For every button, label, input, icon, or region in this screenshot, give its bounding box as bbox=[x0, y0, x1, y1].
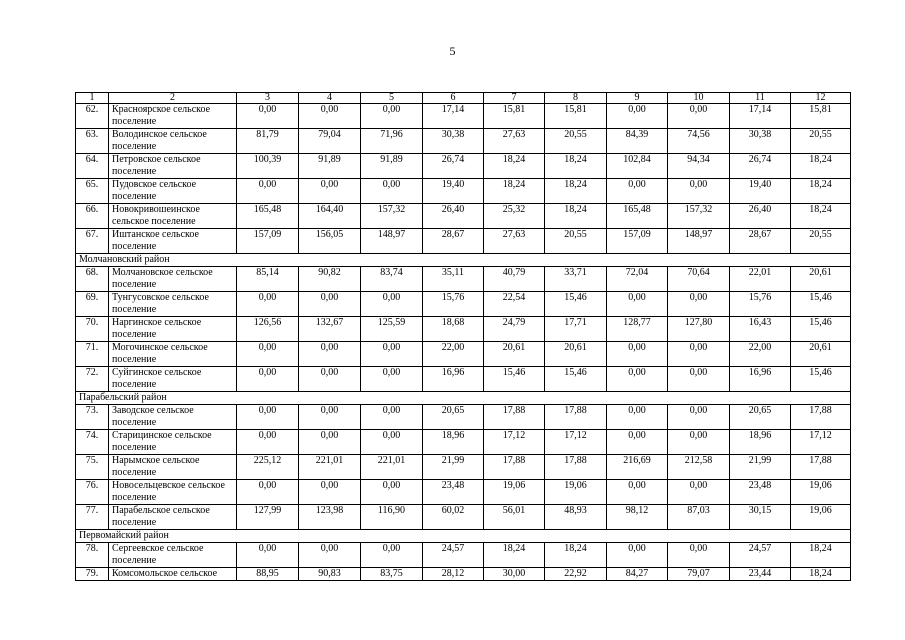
value-col-5: 71,96 bbox=[361, 129, 423, 154]
table-row bbox=[76, 505, 851, 530]
value-col-3: 81,79 bbox=[237, 129, 299, 154]
value-col-9: 165,48 bbox=[607, 204, 668, 229]
table-row bbox=[76, 568, 851, 581]
value-col-5: 148,97 bbox=[361, 229, 423, 254]
value-col-11: 18,96 bbox=[730, 430, 791, 455]
value-col-7: 18,24 bbox=[484, 154, 545, 179]
value-col-5: 0,00 bbox=[361, 104, 423, 129]
settlement-name: Новокривошеинское сельское поселение bbox=[109, 204, 237, 229]
header-cell-9: 9 bbox=[607, 93, 668, 104]
value-col-3: 157,09 bbox=[237, 229, 299, 254]
value-col-7: 56,01 bbox=[484, 505, 545, 530]
value-col-12: 20,61 bbox=[791, 267, 851, 292]
table-row bbox=[76, 367, 851, 392]
value-col-10: 212,58 bbox=[668, 455, 730, 480]
value-col-10: 74,56 bbox=[668, 129, 730, 154]
value-col-4: 0,00 bbox=[299, 543, 361, 568]
district-row bbox=[76, 530, 851, 543]
value-col-8: 15,46 bbox=[545, 367, 607, 392]
value-col-8: 17,88 bbox=[545, 455, 607, 480]
value-col-3: 0,00 bbox=[237, 342, 299, 367]
value-col-6: 26,40 bbox=[423, 204, 484, 229]
value-col-9: 216,69 bbox=[607, 455, 668, 480]
value-col-11: 24,57 bbox=[730, 543, 791, 568]
settlement-name: Молчановское сельское поселение bbox=[109, 267, 237, 292]
value-col-12: 19,06 bbox=[791, 505, 851, 530]
value-col-3: 0,00 bbox=[237, 543, 299, 568]
table-row bbox=[76, 480, 851, 505]
value-col-11: 17,14 bbox=[730, 104, 791, 129]
value-col-10: 157,32 bbox=[668, 204, 730, 229]
value-col-5: 157,32 bbox=[361, 204, 423, 229]
value-col-7: 17,88 bbox=[484, 455, 545, 480]
value-col-6: 18,68 bbox=[423, 317, 484, 342]
value-col-8: 33,71 bbox=[545, 267, 607, 292]
value-col-9: 0,00 bbox=[607, 179, 668, 204]
row-number: 67. bbox=[76, 229, 109, 254]
row-number: 71. bbox=[76, 342, 109, 367]
value-col-8: 48,93 bbox=[545, 505, 607, 530]
data-table bbox=[75, 92, 851, 581]
header-cell-7: 7 bbox=[484, 93, 545, 104]
value-col-5: 0,00 bbox=[361, 543, 423, 568]
value-col-8: 20,55 bbox=[545, 129, 607, 154]
value-col-11: 15,76 bbox=[730, 292, 791, 317]
value-col-5: 0,00 bbox=[361, 405, 423, 430]
value-col-12: 15,81 bbox=[791, 104, 851, 129]
row-number: 79. bbox=[76, 568, 109, 581]
value-col-7: 24,79 bbox=[484, 317, 545, 342]
settlement-name: Комсомольское сельское bbox=[109, 568, 237, 581]
value-col-4: 0,00 bbox=[299, 179, 361, 204]
value-col-7: 17,88 bbox=[484, 405, 545, 430]
value-col-4: 0,00 bbox=[299, 405, 361, 430]
settlement-name: Наргинское сельское поселение bbox=[109, 317, 237, 342]
value-col-12: 18,24 bbox=[791, 154, 851, 179]
value-col-11: 20,65 bbox=[730, 405, 791, 430]
value-col-3: 225,12 bbox=[237, 455, 299, 480]
table-row bbox=[76, 204, 851, 229]
value-col-8: 18,24 bbox=[545, 154, 607, 179]
value-col-11: 26,40 bbox=[730, 204, 791, 229]
settlement-name: Пудовское сельское поселение bbox=[109, 179, 237, 204]
value-col-3: 127,99 bbox=[237, 505, 299, 530]
value-col-3: 0,00 bbox=[237, 430, 299, 455]
value-col-10: 70,64 bbox=[668, 267, 730, 292]
value-col-7: 20,61 bbox=[484, 342, 545, 367]
district-name: Молчановский район bbox=[76, 254, 851, 267]
value-col-7: 19,06 bbox=[484, 480, 545, 505]
value-col-6: 23,48 bbox=[423, 480, 484, 505]
value-col-9: 128,77 bbox=[607, 317, 668, 342]
row-number: 70. bbox=[76, 317, 109, 342]
district-name: Парабельский район bbox=[76, 392, 851, 405]
row-number: 62. bbox=[76, 104, 109, 129]
settlement-name: Сергеевское сельское поселение bbox=[109, 543, 237, 568]
value-col-4: 0,00 bbox=[299, 430, 361, 455]
value-col-7: 18,24 bbox=[484, 179, 545, 204]
value-col-7: 15,46 bbox=[484, 367, 545, 392]
value-col-4: 123,98 bbox=[299, 505, 361, 530]
value-col-3: 165,48 bbox=[237, 204, 299, 229]
settlement-name: Володинское сельское поселение bbox=[109, 129, 237, 154]
value-col-11: 21,99 bbox=[730, 455, 791, 480]
value-col-9: 102,84 bbox=[607, 154, 668, 179]
table-row bbox=[76, 342, 851, 367]
district-row bbox=[76, 392, 851, 405]
header-cell-10: 10 bbox=[668, 93, 730, 104]
value-col-4: 221,01 bbox=[299, 455, 361, 480]
value-col-3: 0,00 bbox=[237, 367, 299, 392]
value-col-12: 17,12 bbox=[791, 430, 851, 455]
row-number: 72. bbox=[76, 367, 109, 392]
value-col-3: 0,00 bbox=[237, 104, 299, 129]
value-col-6: 30,38 bbox=[423, 129, 484, 154]
settlement-name: Заводское сельское поселение bbox=[109, 405, 237, 430]
value-col-8: 17,71 bbox=[545, 317, 607, 342]
value-col-6: 22,00 bbox=[423, 342, 484, 367]
value-col-5: 83,74 bbox=[361, 267, 423, 292]
value-col-3: 0,00 bbox=[237, 480, 299, 505]
page-number: 5 bbox=[449, 44, 456, 58]
value-col-7: 22,54 bbox=[484, 292, 545, 317]
value-col-3: 0,00 bbox=[237, 405, 299, 430]
value-col-12: 15,46 bbox=[791, 292, 851, 317]
value-col-6: 26,74 bbox=[423, 154, 484, 179]
district-name: Первомайский район bbox=[76, 530, 851, 543]
value-col-7: 27,63 bbox=[484, 129, 545, 154]
value-col-9: 84,39 bbox=[607, 129, 668, 154]
row-number: 78. bbox=[76, 543, 109, 568]
value-col-12: 15,46 bbox=[791, 367, 851, 392]
value-col-10: 87,03 bbox=[668, 505, 730, 530]
value-col-11: 30,15 bbox=[730, 505, 791, 530]
value-col-6: 17,14 bbox=[423, 104, 484, 129]
value-col-10: 0,00 bbox=[668, 480, 730, 505]
value-col-7: 40,79 bbox=[484, 267, 545, 292]
value-col-4: 91,89 bbox=[299, 154, 361, 179]
value-col-3: 88,95 bbox=[237, 568, 299, 581]
district-row bbox=[76, 254, 851, 267]
value-col-8: 15,46 bbox=[545, 292, 607, 317]
value-col-8: 18,24 bbox=[545, 204, 607, 229]
value-col-6: 15,76 bbox=[423, 292, 484, 317]
value-col-8: 20,55 bbox=[545, 229, 607, 254]
value-col-6: 28,12 bbox=[423, 568, 484, 581]
value-col-11: 23,44 bbox=[730, 568, 791, 581]
value-col-8: 18,24 bbox=[545, 543, 607, 568]
value-col-4: 90,82 bbox=[299, 267, 361, 292]
value-col-3: 0,00 bbox=[237, 292, 299, 317]
table-row bbox=[76, 104, 851, 129]
row-number: 74. bbox=[76, 430, 109, 455]
value-col-6: 21,99 bbox=[423, 455, 484, 480]
value-col-9: 157,09 bbox=[607, 229, 668, 254]
value-col-12: 19,06 bbox=[791, 480, 851, 505]
value-col-4: 0,00 bbox=[299, 367, 361, 392]
table-row bbox=[76, 229, 851, 254]
value-col-9: 72,04 bbox=[607, 267, 668, 292]
value-col-5: 83,75 bbox=[361, 568, 423, 581]
value-col-12: 20,55 bbox=[791, 229, 851, 254]
value-col-10: 79,07 bbox=[668, 568, 730, 581]
row-number: 63. bbox=[76, 129, 109, 154]
value-col-10: 0,00 bbox=[668, 179, 730, 204]
value-col-10: 0,00 bbox=[668, 342, 730, 367]
value-col-12: 18,24 bbox=[791, 568, 851, 581]
value-col-12: 20,55 bbox=[791, 129, 851, 154]
value-col-10: 0,00 bbox=[668, 292, 730, 317]
value-col-9: 0,00 bbox=[607, 342, 668, 367]
value-col-11: 16,96 bbox=[730, 367, 791, 392]
table-row bbox=[76, 317, 851, 342]
value-col-11: 28,67 bbox=[730, 229, 791, 254]
row-number: 69. bbox=[76, 292, 109, 317]
value-col-11: 19,40 bbox=[730, 179, 791, 204]
value-col-10: 0,00 bbox=[668, 405, 730, 430]
value-col-9: 0,00 bbox=[607, 405, 668, 430]
row-number: 65. bbox=[76, 179, 109, 204]
value-col-12: 18,24 bbox=[791, 179, 851, 204]
value-col-11: 16,43 bbox=[730, 317, 791, 342]
value-col-4: 0,00 bbox=[299, 292, 361, 317]
value-col-9: 84,27 bbox=[607, 568, 668, 581]
value-col-7: 27,63 bbox=[484, 229, 545, 254]
value-col-4: 0,00 bbox=[299, 104, 361, 129]
value-col-9: 0,00 bbox=[607, 543, 668, 568]
value-col-5: 0,00 bbox=[361, 292, 423, 317]
value-col-3: 0,00 bbox=[237, 179, 299, 204]
value-col-10: 0,00 bbox=[668, 367, 730, 392]
value-col-8: 22,92 bbox=[545, 568, 607, 581]
value-col-6: 20,65 bbox=[423, 405, 484, 430]
value-col-8: 17,12 bbox=[545, 430, 607, 455]
value-col-4: 164,40 bbox=[299, 204, 361, 229]
value-col-5: 91,89 bbox=[361, 154, 423, 179]
table-row bbox=[76, 292, 851, 317]
value-col-12: 17,88 bbox=[791, 455, 851, 480]
row-number: 66. bbox=[76, 204, 109, 229]
header-cell-11: 11 bbox=[730, 93, 791, 104]
value-col-5: 125,59 bbox=[361, 317, 423, 342]
header-cell-6: 6 bbox=[423, 93, 484, 104]
value-col-5: 116,90 bbox=[361, 505, 423, 530]
value-col-4: 156,05 bbox=[299, 229, 361, 254]
value-col-8: 15,81 bbox=[545, 104, 607, 129]
value-col-12: 18,24 bbox=[791, 543, 851, 568]
value-col-7: 30,00 bbox=[484, 568, 545, 581]
header-cell-8: 8 bbox=[545, 93, 607, 104]
value-col-4: 79,04 bbox=[299, 129, 361, 154]
value-col-6: 35,11 bbox=[423, 267, 484, 292]
value-col-11: 22,01 bbox=[730, 267, 791, 292]
table-row bbox=[76, 405, 851, 430]
value-col-11: 23,48 bbox=[730, 480, 791, 505]
row-number: 77. bbox=[76, 505, 109, 530]
value-col-12: 20,61 bbox=[791, 342, 851, 367]
settlement-name: Суйгинское сельское поселение bbox=[109, 367, 237, 392]
value-col-10: 0,00 bbox=[668, 104, 730, 129]
row-number: 75. bbox=[76, 455, 109, 480]
value-col-8: 19,06 bbox=[545, 480, 607, 505]
settlement-name: Иштанское сельское поселение bbox=[109, 229, 237, 254]
value-col-3: 100,39 bbox=[237, 154, 299, 179]
table-row bbox=[76, 179, 851, 204]
header-cell-5: 5 bbox=[361, 93, 423, 104]
value-col-11: 22,00 bbox=[730, 342, 791, 367]
value-col-5: 0,00 bbox=[361, 480, 423, 505]
value-col-6: 24,57 bbox=[423, 543, 484, 568]
value-col-7: 17,12 bbox=[484, 430, 545, 455]
value-col-10: 94,34 bbox=[668, 154, 730, 179]
settlement-name: Парабельское сельское поселение bbox=[109, 505, 237, 530]
value-col-9: 0,00 bbox=[607, 292, 668, 317]
value-col-5: 221,01 bbox=[361, 455, 423, 480]
row-number: 73. bbox=[76, 405, 109, 430]
value-col-4: 90,83 bbox=[299, 568, 361, 581]
value-col-11: 30,38 bbox=[730, 129, 791, 154]
value-col-6: 18,96 bbox=[423, 430, 484, 455]
value-col-4: 0,00 bbox=[299, 480, 361, 505]
value-col-6: 60,02 bbox=[423, 505, 484, 530]
row-number: 68. bbox=[76, 267, 109, 292]
header-cell-3: 3 bbox=[237, 93, 299, 104]
value-col-12: 17,88 bbox=[791, 405, 851, 430]
value-col-5: 0,00 bbox=[361, 367, 423, 392]
value-col-7: 15,81 bbox=[484, 104, 545, 129]
value-col-10: 127,80 bbox=[668, 317, 730, 342]
value-col-10: 0,00 bbox=[668, 543, 730, 568]
header-cell-1: 1 bbox=[76, 93, 109, 104]
settlement-name: Нарымское сельское поселение bbox=[109, 455, 237, 480]
value-col-8: 18,24 bbox=[545, 179, 607, 204]
value-col-9: 98,12 bbox=[607, 505, 668, 530]
value-col-12: 18,24 bbox=[791, 204, 851, 229]
header-row bbox=[76, 93, 851, 104]
header-cell-2: 2 bbox=[109, 93, 237, 104]
value-col-6: 16,96 bbox=[423, 367, 484, 392]
value-col-5: 0,00 bbox=[361, 179, 423, 204]
table-row bbox=[76, 430, 851, 455]
header-cell-4: 4 bbox=[299, 93, 361, 104]
value-col-9: 0,00 bbox=[607, 480, 668, 505]
value-col-7: 18,24 bbox=[484, 543, 545, 568]
value-col-11: 26,74 bbox=[730, 154, 791, 179]
row-number: 76. bbox=[76, 480, 109, 505]
value-col-6: 19,40 bbox=[423, 179, 484, 204]
table-row bbox=[76, 129, 851, 154]
value-col-3: 85,14 bbox=[237, 267, 299, 292]
table-row bbox=[76, 267, 851, 292]
value-col-7: 25,32 bbox=[484, 204, 545, 229]
value-col-10: 0,00 bbox=[668, 430, 730, 455]
value-col-12: 15,46 bbox=[791, 317, 851, 342]
value-col-9: 0,00 bbox=[607, 430, 668, 455]
row-number: 64. bbox=[76, 154, 109, 179]
value-col-10: 148,97 bbox=[668, 229, 730, 254]
value-col-5: 0,00 bbox=[361, 430, 423, 455]
settlement-name: Могочинское сельское поселение bbox=[109, 342, 237, 367]
value-col-4: 132,67 bbox=[299, 317, 361, 342]
table-row bbox=[76, 154, 851, 179]
settlement-name: Старицинское сельское поселение bbox=[109, 430, 237, 455]
value-col-6: 28,67 bbox=[423, 229, 484, 254]
value-col-5: 0,00 bbox=[361, 342, 423, 367]
table-row bbox=[76, 543, 851, 568]
value-col-9: 0,00 bbox=[607, 104, 668, 129]
value-col-8: 20,61 bbox=[545, 342, 607, 367]
header-cell-12: 12 bbox=[791, 93, 851, 104]
settlement-name: Новосельцевское сельское поселение bbox=[109, 480, 237, 505]
settlement-name: Петровское сельское поселение bbox=[109, 154, 237, 179]
settlement-name: Тунгусовское сельское поселение bbox=[109, 292, 237, 317]
value-col-4: 0,00 bbox=[299, 342, 361, 367]
value-col-9: 0,00 bbox=[607, 367, 668, 392]
value-col-3: 126,56 bbox=[237, 317, 299, 342]
value-col-8: 17,88 bbox=[545, 405, 607, 430]
table-row bbox=[76, 455, 851, 480]
settlement-name: Красноярское сельское поселение bbox=[109, 104, 237, 129]
